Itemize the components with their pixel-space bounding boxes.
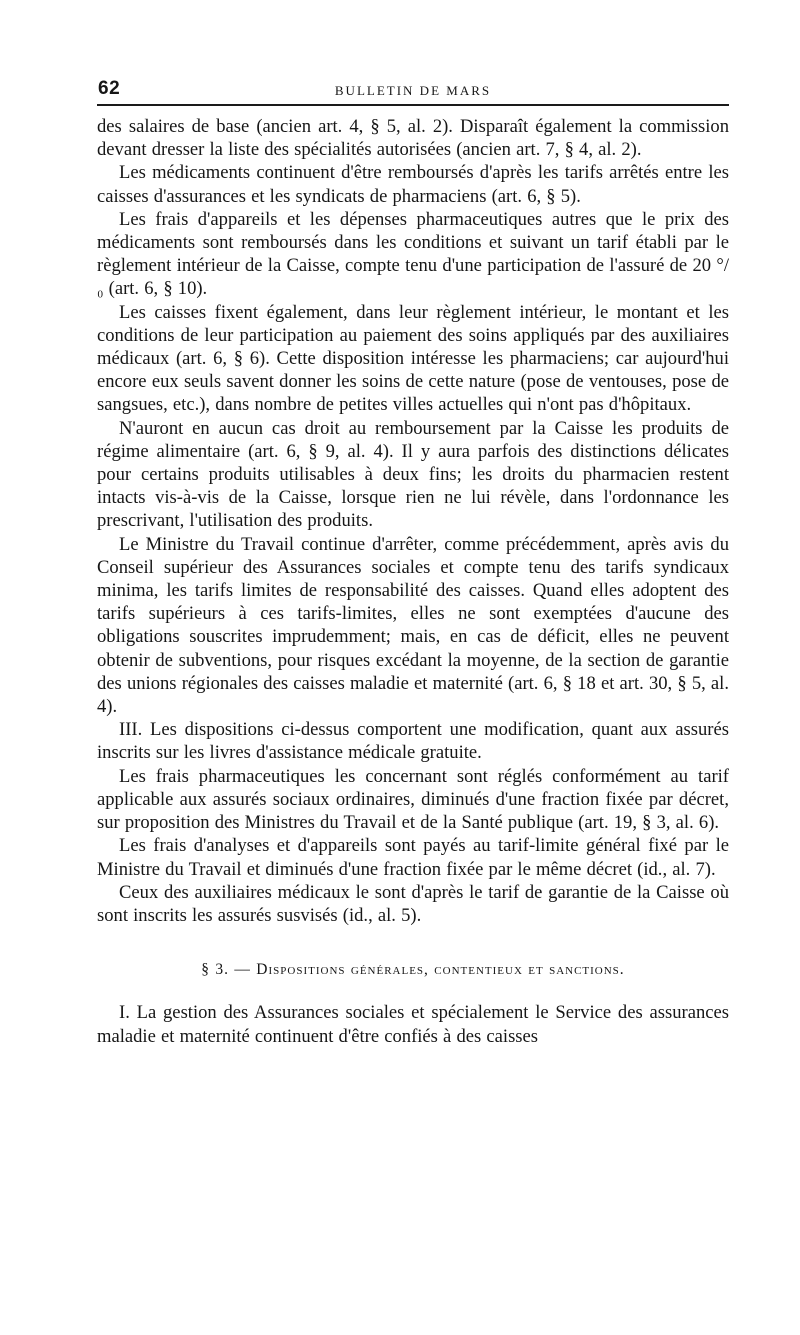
running-title: BULLETIN DE MARS <box>334 83 492 98</box>
paragraph: Les caisses fixent également, dans leur règlement intérieur, le montant et les conditions de leur participation au paiement des soins appliqués par des auxiliaires médicaux (art. 6, § 6). Cette disposition intéresse les pharmaciens; car aujourd'hui encore eux seuls savent donner les soins de cette nature (pose de ventouses, pose de sangsues, etc.), dans nombre de petites villes actuelles qui n'ont pas d'hôpitaux. <box>97 301 729 416</box>
paragraph: Les frais d'appareils et les dépenses pharmaceutiques autres que le prix des médicaments sont remboursés dans les conditions et suivant un tarif établi par le règlement intérieur de la Caisse, compte tenu d'une participation de l'assuré de 20 °/₀ (art. 6, § 10). <box>97 208 729 300</box>
header-rule <box>97 104 729 106</box>
paragraph: Les médicaments continuent d'être remboursés d'après les tarifs arrêtés entre les caisses d'assurances et les syndicats de pharmaciens (art. 6, § 5). <box>97 162 729 207</box>
paragraph: I. La gestion des Assurances sociales et spécialement le Service des assurances maladie et maternité continuent d'être confiés à des caisses <box>97 1002 729 1047</box>
paragraph: III. Les dispositions ci-dessus comportent une modification, quant aux assurés inscrits sur les livres d'assistance médicale gratuite. <box>97 719 729 764</box>
paragraph: Ceux des auxiliaires médicaux le sont d'après le tarif de garantie de la Caisse où sont inscrits les assurés susvisés (id., al. 5). <box>97 881 729 926</box>
paragraph: Les frais d'analyses et d'appareils sont payés au tarif-limite général fixé par le Ministre du Travail et diminués d'une fraction fixée par le même décret (id., al. 7). <box>97 835 729 880</box>
paragraph: Le Ministre du Travail continue d'arrêter, comme précédemment, après avis du Conseil supérieur des Assurances sociales et compte tenu des tarifs syndicaux minima, les tarifs limites de responsabilité des caisses. Quand elles adoptent des tarifs supérieurs à ces tarifs-limites, elles ne sont exemptées d'aucune des obligations souscrites imprudemment; mais, en cas de déficit, elles ne peuvent obtenir de subventions, pour risques excédant la moyenne, de la section de garantie des unions régionales des caisses maladie et maternité (art. 6, § 18 et art. 30, § 5, al. 4). <box>97 533 729 718</box>
document-page <box>97 74 729 1048</box>
running-head <box>97 74 729 104</box>
paragraph: Les frais pharmaceutiques les concernant sont réglés conformément au tarif applicable aux assurés sociaux ordinaires, diminués d'une fraction fixée par décret, sur proposition des Ministres du Travail et de la Santé publique (art. 19, § 3, al. 6). <box>97 765 729 834</box>
page-number: 62 <box>98 78 121 99</box>
paragraph: des salaires de base (ancien art. 4, § 5, al. 2). Disparaît également la commission devant dresser la liste des spécialités autorisées (ancien art. 7, § 4, al. 2). <box>97 116 729 161</box>
section-heading: § 3. — Dispositions générales, contentieux et sanctions. <box>201 961 625 979</box>
paragraph: N'auront en aucun cas droit au remboursement par la Caisse les produits de régime alimentaire (art. 6, § 9, al. 4). Il y aura parfois des distinctions délicates pour certains produits utilisables à deux fins; les droits du pharmacien restent intacts vis-à-vis de la Caisse, lorsque rien ne lui révèle, dans l'ordonnance les prescrivant, l'utilisation des produits. <box>97 417 729 532</box>
body-text <box>97 115 729 1048</box>
